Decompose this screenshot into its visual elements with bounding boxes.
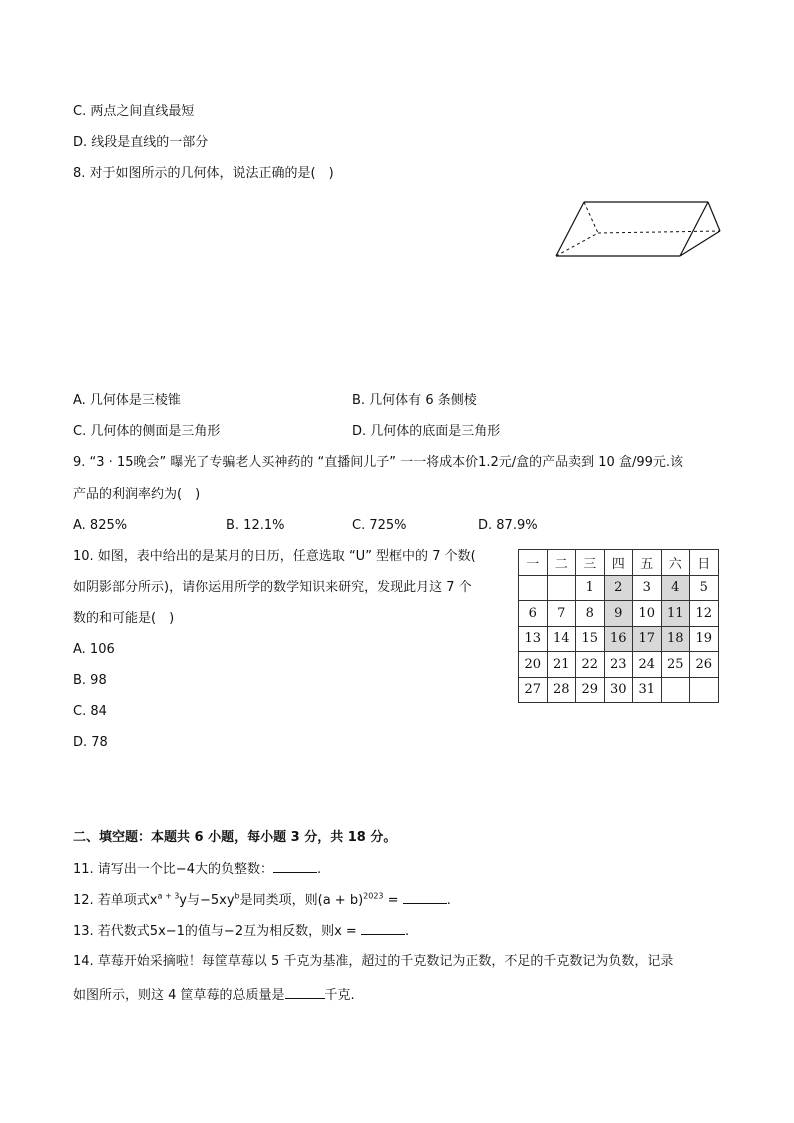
calendar-cell: 7 [547,601,576,627]
calendar-cell: 4 [661,575,690,601]
q13-answer-blank [361,921,405,935]
q8-option-d: D. 几何体的底面是三角形 [352,424,501,439]
q12-exp2: b [234,891,240,901]
section-heading-fill-in: 二、填空题：本题共 6 小题，每小题 3 分，共 18 分。 [73,830,397,845]
q12-exp1: a + 3 [157,891,180,901]
q12-post: = [383,893,403,908]
calendar-cell: 2 [604,575,633,601]
q14-line2-post: 千克. [324,988,355,1003]
calendar-cell: 15 [576,626,605,652]
q14-stem-line1: 14. 草莓开始采摘啦！每筐草莓以 5 千克为基准，超过的千克数记为正数，不足的千克数记为负数，记录 [73,954,674,969]
calendar-cell: 29 [576,677,605,703]
calendar-header-cell: 日 [690,550,719,576]
q12-pre: 12. 若单项式x [73,893,158,908]
calendar-cell: 9 [604,601,633,627]
q11-stem: 11. 请写出一个比−4大的负整数： [73,862,273,877]
calendar-cell: 22 [576,652,605,678]
calendar-header-cell: 二 [547,550,576,576]
calendar-cell: 30 [604,677,633,703]
q9-option-b: B. 12.1% [226,518,285,533]
calendar-cell: 23 [604,652,633,678]
calendar-cell [690,677,719,703]
calendar-cell [661,677,690,703]
q8-stem: 8. 对于如图所示的几何体，说法正确的是( ) [73,166,334,181]
q9-stem-line2: 产品的利润率约为( ) [73,487,201,502]
calendar-cell: 20 [519,652,548,678]
calendar-cell: 13 [519,626,548,652]
q9-stem-line1: 9. “3 · 15晚会” 曝光了专骗老人买神药的 “直播间儿子” 一一将成本价1.2元/盒的产品卖到 10 盒/99元.该 [73,455,683,470]
q9-option-c: C. 725% [352,518,407,533]
calendar-row [519,626,719,652]
calendar-cell: 24 [633,652,662,678]
calendar-row [519,601,719,627]
q7-option-c: C. 两点之间直线最短 [73,104,195,119]
calendar-cell [547,575,576,601]
q9-option-a: A. 825% [73,518,128,533]
q12-mid: y与−5xy [179,893,235,908]
q11-answer-blank [273,859,317,873]
q11-end: . [316,862,322,877]
q12-mid2: 是同类项，则(a + b) [239,893,364,908]
q10-option-b: B. 98 [73,673,107,688]
calendar-cell: 10 [633,601,662,627]
q8-option-c: C. 几何体的侧面是三角形 [73,424,221,439]
q12-answer-blank [403,890,447,904]
calendar-header-cell: 四 [604,550,633,576]
calendar-row [519,652,719,678]
q10-option-d: D. 78 [73,735,108,750]
q13-end: . [404,924,410,939]
q13-text [73,921,409,942]
calendar-row [519,575,719,601]
calendar-table [518,549,719,703]
q8-option-a: A. 几何体是三棱锥 [73,393,181,408]
q12-text [73,890,451,911]
calendar-cell: 11 [661,601,690,627]
calendar-cell: 18 [661,626,690,652]
calendar-cell: 21 [547,652,576,678]
calendar-cell: 3 [633,575,662,601]
calendar-cell: 25 [661,652,690,678]
calendar-cell: 5 [690,575,719,601]
calendar-header-cell: 六 [661,550,690,576]
q10-stem-line3: 数的和可能是( ) [73,611,175,626]
q13-stem: 13. 若代数式5x−1的值与−2互为相反数，则x = [73,924,361,939]
calendar-header-cell: 一 [519,550,548,576]
calendar-cell: 12 [690,601,719,627]
calendar-cell: 31 [633,677,662,703]
q7-option-d: D. 线段是直线的一部分 [73,135,209,150]
q10-stem-line2: 如阴影部分所示)，请你运用所学的数学知识来研究，发现此月这 7 个 [73,580,472,595]
calendar-cell: 14 [547,626,576,652]
q12-exp3: 2023 [363,891,384,901]
calendar-header-cell: 三 [576,550,605,576]
q14-line2-pre: 如图所示，则这 4 筐草莓的总质量是 [73,988,285,1003]
calendar-header-cell: 五 [633,550,662,576]
calendar-cell: 17 [633,626,662,652]
calendar-cell: 16 [604,626,633,652]
calendar-cell [519,575,548,601]
calendar-cell: 26 [690,652,719,678]
q9-option-d: D. 87.9% [478,518,538,533]
q10-option-c: C. 84 [73,704,107,719]
calendar-cell: 19 [690,626,719,652]
q10-stem-line1: 10. 如图，表中给出的是某月的日历，任意选取 “U” 型框中的 7 个数( [73,549,476,564]
calendar-cell: 28 [547,677,576,703]
calendar-cell: 1 [576,575,605,601]
q12-end: . [446,893,451,908]
q8-option-b: B. 几何体有 6 条侧棱 [352,393,477,408]
calendar-cell: 8 [576,601,605,627]
q14-answer-blank [285,985,325,999]
calendar-cell: 27 [519,677,548,703]
q10-option-a: A. 106 [73,642,115,657]
calendar-row [519,677,719,703]
triangular-prism-figure [552,196,722,260]
q14-stem-line2 [73,985,355,1006]
calendar-cell: 6 [519,601,548,627]
q11-text [73,859,321,880]
